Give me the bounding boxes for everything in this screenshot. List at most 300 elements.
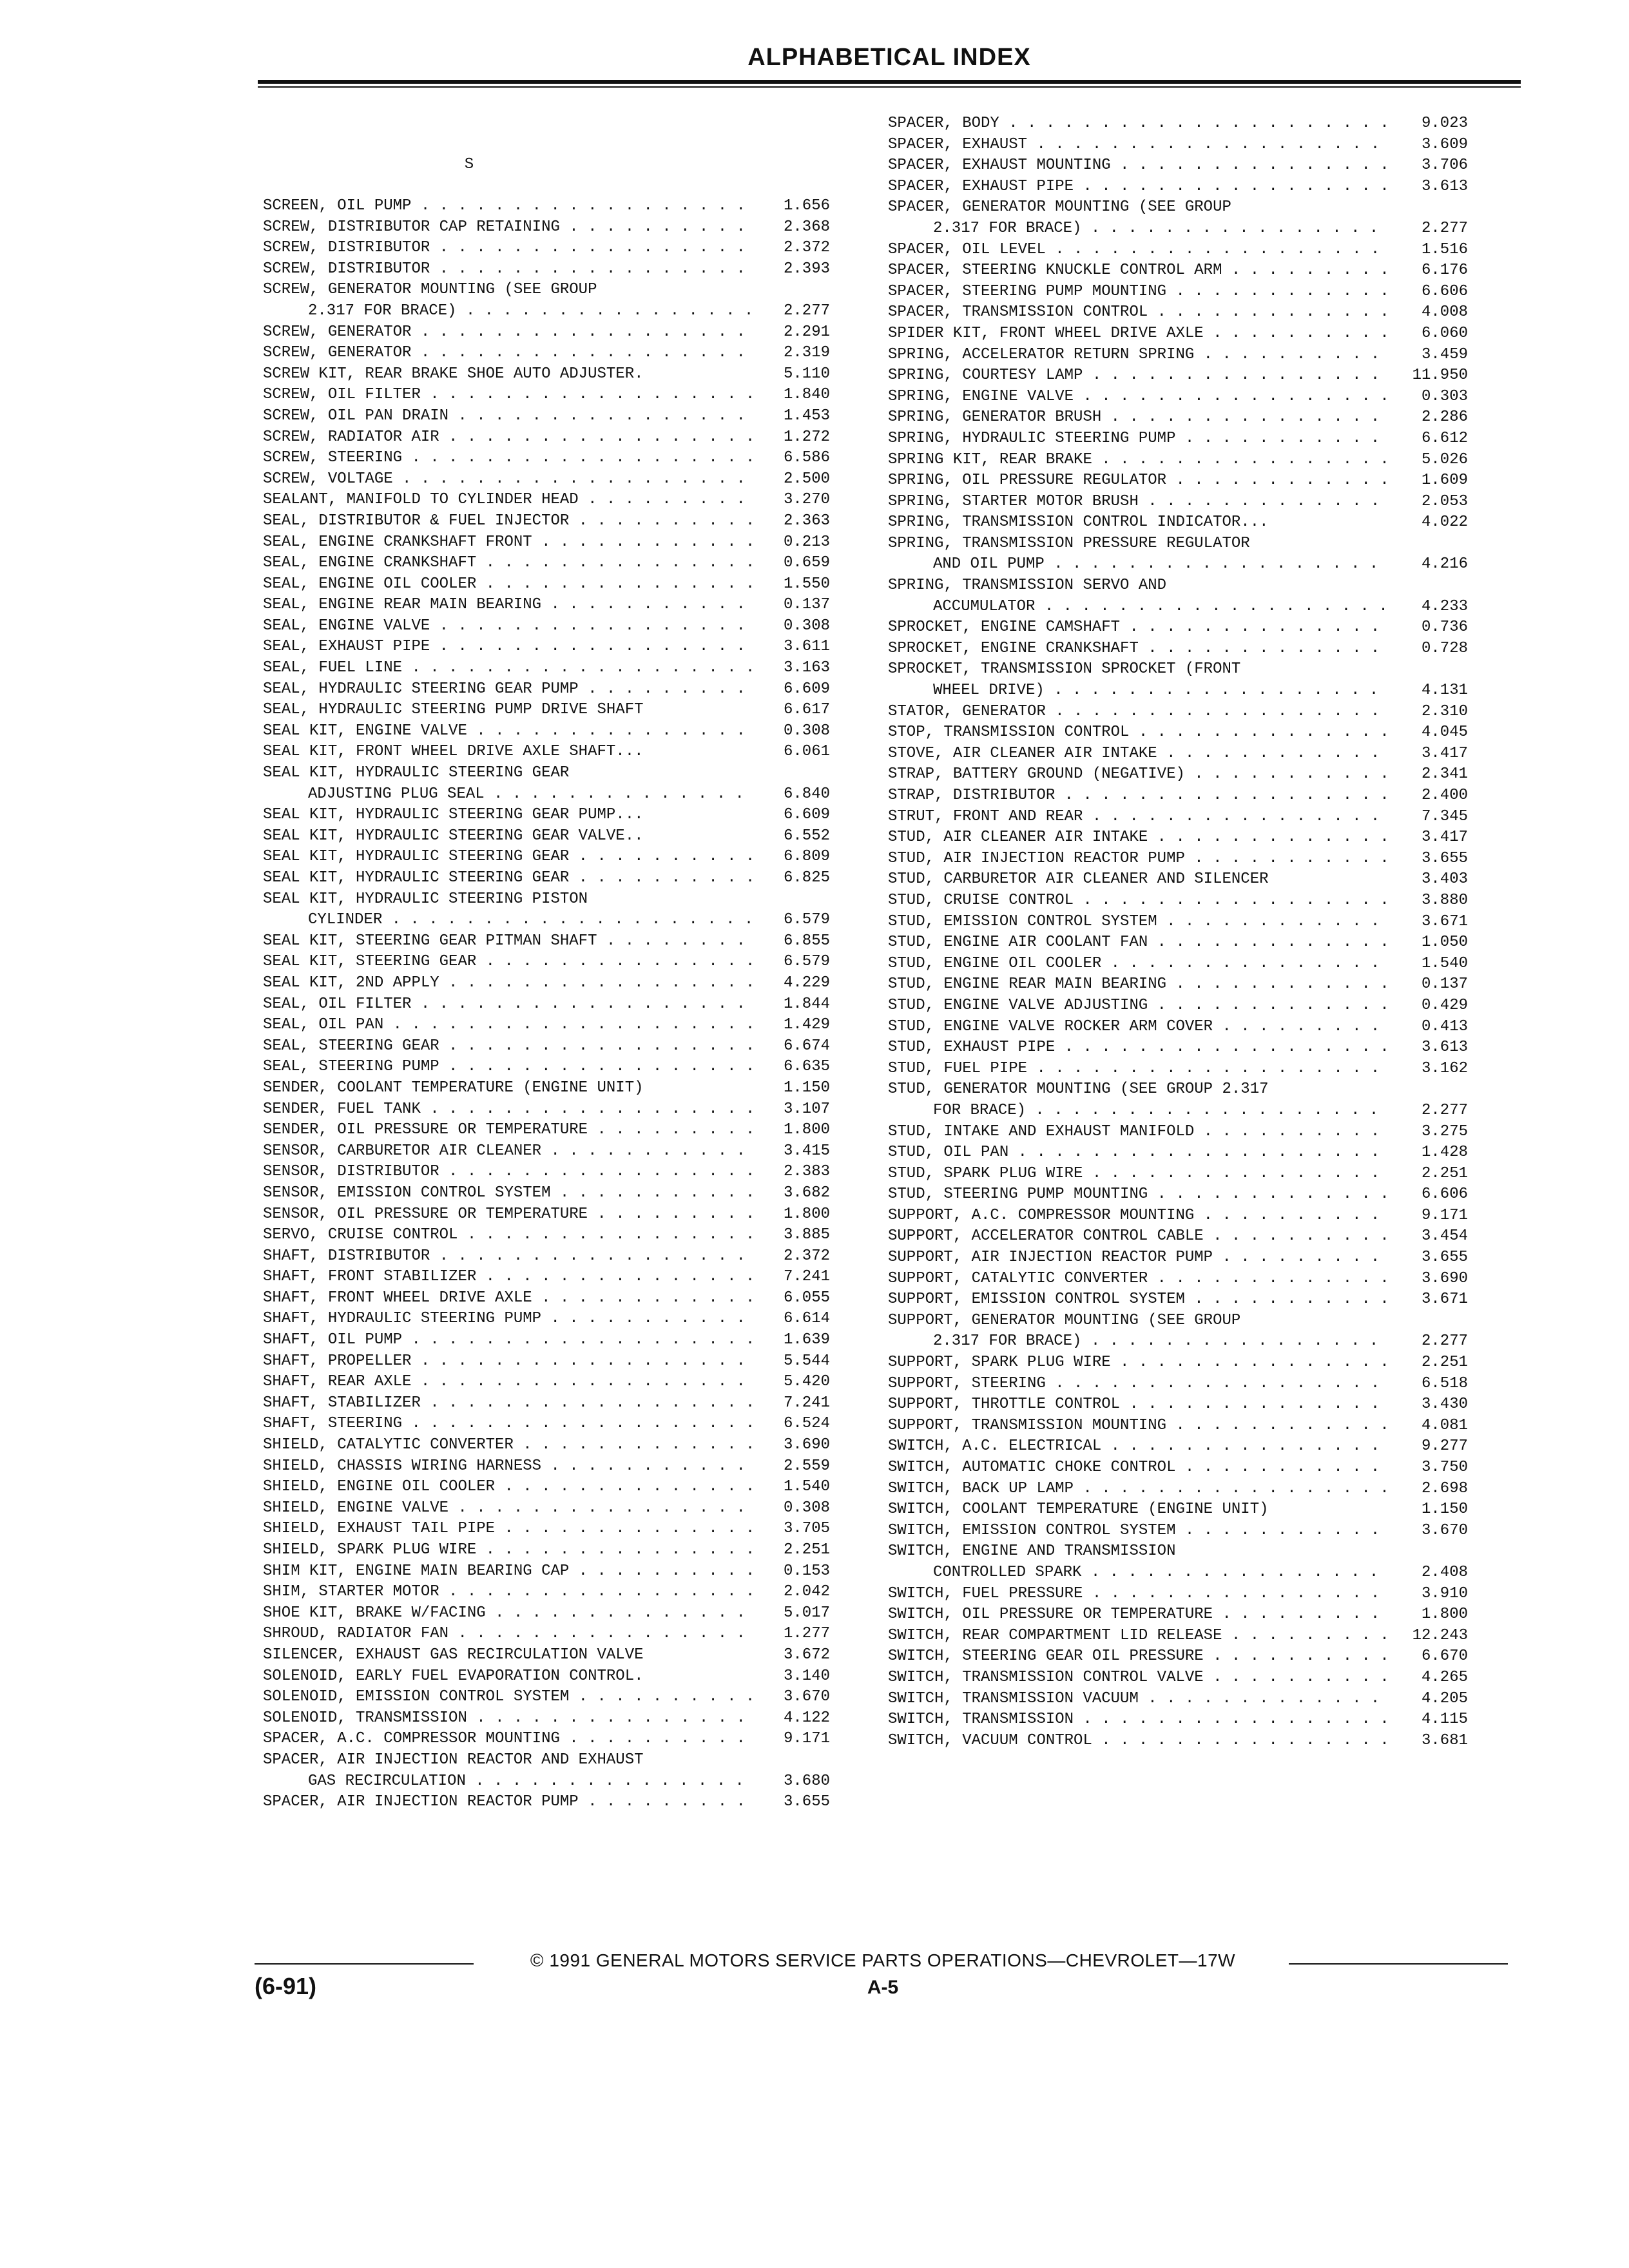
- index-entry-name: SHIELD, ENGINE OIL COOLER . . .: [263, 1477, 753, 1498]
- index-entry-ref: 3.107: [783, 1100, 830, 1118]
- index-entry-name: SHAFT, OIL PUMP . . .: [263, 1330, 753, 1351]
- index-entry: [263, 1435, 830, 1456]
- index-entry-name: SPACER, BODY . . .: [888, 113, 1391, 135]
- index-entry: [263, 1540, 830, 1561]
- index-entry-name: STOP, TRANSMISSION CONTROL . . .: [888, 722, 1391, 744]
- index-entry-name: 2.317 FOR BRACE) . . .: [263, 301, 753, 322]
- index-entry-ref: 7.345: [1421, 807, 1468, 825]
- index-entry-ref: 4.265: [1421, 1668, 1468, 1686]
- index-entry: [888, 1667, 1468, 1689]
- index-entry-name: WHEEL DRIVE) . . .: [888, 680, 1391, 702]
- index-entry-ref: 2.277: [1421, 1101, 1468, 1119]
- index-entry-ref: 3.613: [1421, 1039, 1468, 1057]
- index-entry: [888, 197, 1468, 218]
- index-entry: [263, 721, 830, 742]
- index-entry: [263, 1792, 830, 1813]
- index-entry-ref: 3.454: [1421, 1227, 1468, 1245]
- index-entry-ref: 1.609: [1421, 472, 1468, 490]
- index-entry: [888, 932, 1468, 954]
- index-entry-ref: 1.540: [783, 1478, 830, 1496]
- index-entry-name: SEAL, OIL FILTER . . .: [263, 994, 753, 1015]
- index-entry: [263, 1456, 830, 1477]
- index-entry: [263, 763, 830, 784]
- index-entry-ref: 4.216: [1421, 555, 1468, 573]
- index-entry-ref: 6.609: [783, 806, 830, 824]
- index-entry: [263, 889, 830, 910]
- index-entry-name: SEAL KIT, FRONT WHEEL DRIVE AXLE SHAFT...: [263, 743, 644, 761]
- index-entry-ref: 6.674: [783, 1037, 830, 1055]
- index-entry-ref: 1.453: [783, 407, 830, 425]
- index-entry-name: SHAFT, STEERING . . .: [263, 1414, 753, 1435]
- index-entry: [888, 575, 1468, 597]
- index-entry-ref: 1.272: [783, 428, 830, 446]
- index-entry-ref: 5.544: [783, 1352, 830, 1370]
- index-entry-name: SCREW, OIL FILTER . . .: [263, 385, 753, 406]
- page-title: ALPHABETICAL INDEX: [747, 44, 1031, 71]
- index-entry-ref: 2.286: [1421, 408, 1468, 427]
- index-entry: [263, 1687, 830, 1708]
- index-entry: [263, 1015, 830, 1036]
- index-entry-ref: 0.728: [1421, 639, 1468, 657]
- index-entry-name: SOLENOID, TRANSMISSION . . .: [263, 1708, 753, 1729]
- index-entry: [888, 869, 1468, 890]
- index-entry: [263, 700, 830, 721]
- index-entry: [263, 511, 830, 532]
- index-entry: [263, 196, 830, 217]
- index-entry-ref: 1.639: [783, 1331, 830, 1349]
- index-entry: [263, 1351, 830, 1372]
- index-entry: [888, 533, 1468, 555]
- index-entry-ref: 3.459: [1421, 345, 1468, 363]
- index-entry-ref: 3.680: [783, 1772, 830, 1790]
- index-entry-ref: 6.586: [783, 449, 830, 467]
- index-entry: [263, 385, 830, 406]
- index-entry-name: STUD, INTAKE AND EXHAUST MANIFOLD . . .: [888, 1122, 1391, 1143]
- index-entry-ref: 3.415: [783, 1142, 830, 1160]
- index-entry-name: SHAFT, FRONT STABILIZER . . .: [263, 1267, 753, 1288]
- index-entry-ref: 1.800: [1421, 1606, 1468, 1624]
- index-entry-name: ADJUSTING PLUG SEAL . . .: [263, 784, 753, 805]
- index-entry-ref: 4.115: [1421, 1711, 1468, 1729]
- index-entry: [263, 1708, 830, 1729]
- index-entry-name: SHAFT, STABILIZER . . .: [263, 1393, 753, 1414]
- index-entry-ref: 6.635: [783, 1058, 830, 1076]
- index-entry: [888, 1037, 1468, 1059]
- index-entry-name: SCREW, DISTRIBUTOR . . .: [263, 259, 753, 280]
- index-entry-name: SEAL, STEERING PUMP . . .: [263, 1057, 753, 1078]
- index-entry: [888, 1226, 1468, 1247]
- index-entry: [888, 260, 1468, 282]
- index-entry-name: SUPPORT, A.C. COMPRESSOR MOUNTING . . .: [888, 1206, 1391, 1227]
- index-entry: [263, 238, 830, 259]
- index-entry-name: SEAL, EXHAUST PIPE . . .: [263, 637, 753, 658]
- index-entry-ref: 0.213: [783, 533, 830, 551]
- index-entry-name: STUD, ENGINE AIR COOLANT FAN . . .: [888, 932, 1391, 954]
- index-entry-ref: 3.430: [1421, 1396, 1468, 1414]
- index-entry: [888, 323, 1468, 345]
- index-entry-ref: 0.736: [1421, 619, 1468, 637]
- index-entry: [888, 1142, 1468, 1164]
- index-entry-name: SWITCH, REAR COMPARTMENT LID RELEASE . . .: [888, 1626, 1391, 1647]
- index-entry-name: SWITCH, FUEL PRESSURE . . .: [888, 1584, 1391, 1605]
- index-entry-name: SEAL, ENGINE CRANKSHAFT FRONT . . .: [263, 532, 753, 553]
- index-entry-name: SHAFT, HYDRAULIC STEERING PUMP . . .: [263, 1309, 753, 1330]
- index-entry-ref: 11.950: [1412, 367, 1468, 385]
- index-entry-ref: 6.176: [1421, 262, 1468, 280]
- index-entry: [263, 532, 830, 553]
- index-entry: [888, 1689, 1468, 1710]
- index-entry-name: STOVE, AIR CLEANER AIR INTAKE . . .: [888, 744, 1391, 765]
- index-entry: [888, 428, 1468, 450]
- index-entry: [263, 1603, 830, 1624]
- index-entry: [263, 658, 830, 679]
- index-entry-name: STRAP, BATTERY GROUND (NEGATIVE) . . .: [888, 764, 1391, 785]
- index-entry-name: SCREW, GENERATOR MOUNTING (SEE GROUP: [263, 281, 597, 299]
- index-entry: [888, 1604, 1468, 1626]
- index-entry: [263, 784, 830, 805]
- index-entry-name: SUPPORT, TRANSMISSION MOUNTING . . .: [888, 1416, 1391, 1437]
- index-entry: [263, 574, 830, 595]
- index-entry-ref: 3.611: [783, 638, 830, 656]
- index-entry: [263, 1204, 830, 1225]
- index-entry-name: SPACER, GENERATOR MOUNTING (SEE GROUP: [888, 198, 1231, 216]
- index-entry-name: SHAFT, DISTRIBUTOR . . .: [263, 1246, 753, 1267]
- footer-page-number: A-5: [867, 1977, 899, 1998]
- index-entry-ref: 1.844: [783, 995, 830, 1013]
- index-entry-ref: 3.880: [1421, 891, 1468, 909]
- index-entry-name: SWITCH, OIL PRESSURE OR TEMPERATURE . . .: [888, 1604, 1391, 1626]
- index-entry: [263, 1225, 830, 1246]
- index-entry: [263, 1099, 830, 1120]
- index-entry: [263, 280, 830, 301]
- footer-copyright: © 1991 GENERAL MOTORS SERVICE PARTS OPERATIONS—CHEVROLET—17W: [530, 1950, 1236, 1970]
- index-entry-name: SPRING, TRANSMISSION CONTROL INDICATOR...: [888, 514, 1269, 532]
- index-entry-ref: 1.150: [1421, 1501, 1468, 1519]
- index-entry-name: SEAL, ENGINE REAR MAIN BEARING . . .: [263, 595, 753, 616]
- index-entry-ref: 2.372: [783, 239, 830, 257]
- index-entry-name: SHROUD, RADIATOR FAN . . .: [263, 1624, 753, 1645]
- index-entry-name: SUPPORT, STEERING . . .: [888, 1374, 1391, 1395]
- index-entry-ref: 2.277: [783, 302, 830, 320]
- index-entry-ref: [1391, 197, 1468, 218]
- index-entry-name: CONTROLLED SPARK . . .: [888, 1562, 1391, 1584]
- index-entry: [888, 1521, 1468, 1542]
- index-entry: [263, 364, 830, 385]
- index-entry: [263, 595, 830, 616]
- index-entry-ref: [1391, 1541, 1468, 1562]
- index-entry: [263, 1519, 830, 1540]
- index-entry-name: SPRING, COURTESY LAMP . . .: [888, 365, 1391, 387]
- index-entry-ref: 3.681: [1421, 1731, 1468, 1749]
- index-entry: [263, 1666, 830, 1687]
- index-entry-name: STUD, ENGINE VALVE ADJUSTING . . .: [888, 995, 1391, 1017]
- index-entry-name: SUPPORT, SPARK PLUG WIRE . . .: [888, 1352, 1391, 1374]
- index-entry-name: SWITCH, ENGINE AND TRANSMISSION: [888, 1542, 1176, 1561]
- index-entry: [888, 1499, 1468, 1521]
- index-entry: [888, 1311, 1468, 1332]
- index-entry-ref: 9.171: [1421, 1206, 1468, 1224]
- index-entry-ref: 0.429: [1421, 996, 1468, 1014]
- index-entry: [888, 155, 1468, 177]
- title-rule: [258, 80, 1521, 84]
- index-entry-name: SUPPORT, THROTTLE CONTROL . . .: [888, 1394, 1391, 1416]
- index-entry: [888, 617, 1468, 639]
- index-entry-ref: 3.671: [1421, 912, 1468, 930]
- index-entry-ref: [753, 1750, 830, 1771]
- index-entry: [263, 616, 830, 637]
- index-entry: [888, 1352, 1468, 1374]
- index-entry: [263, 406, 830, 427]
- index-entry-name: SEAL KIT, HYDRAULIC STEERING PISTON: [263, 890, 588, 908]
- index-entry-name: SPACER, EXHAUST PIPE . . .: [888, 177, 1391, 198]
- footer-rule-right: [1289, 1963, 1508, 1965]
- index-entry-name: SEAL KIT, HYDRAULIC STEERING GEAR VALVE..: [263, 827, 644, 845]
- index-entry: [888, 1269, 1468, 1290]
- index-entry-ref: [1391, 1311, 1468, 1332]
- index-entry-name: SEAL KIT, 2ND APPLY . . .: [263, 973, 753, 994]
- index-entry-name: STUD, CRUISE CONTROL . . .: [888, 890, 1391, 912]
- index-entry: [888, 597, 1468, 618]
- index-entry: [888, 1247, 1468, 1269]
- index-entry-name: SILENCER, EXHAUST GAS RECIRCULATION VALVE: [263, 1646, 644, 1664]
- index-entry-name: SPRING, GENERATOR BRUSH . . .: [888, 407, 1391, 428]
- index-entry: [263, 427, 830, 448]
- index-entry-ref: 2.500: [783, 470, 830, 488]
- index-entry-ref: 2.251: [783, 1541, 830, 1559]
- index-entry-ref: 6.060: [1421, 324, 1468, 342]
- index-entry-ref: 7.241: [783, 1394, 830, 1412]
- index-entry-ref: 3.403: [1421, 870, 1468, 889]
- index-entry-name: SWITCH, TRANSMISSION CONTROL VALVE . . .: [888, 1667, 1391, 1689]
- index-entry: [888, 785, 1468, 807]
- index-entry: [263, 1141, 830, 1162]
- index-entry-ref: 6.614: [783, 1310, 830, 1328]
- index-entry-ref: 3.910: [1421, 1584, 1468, 1602]
- index-entry: [888, 1479, 1468, 1500]
- index-entry-name: SCREEN, OIL PUMP . . .: [263, 196, 753, 217]
- index-entry: [888, 954, 1468, 975]
- index-entry: [888, 639, 1468, 660]
- index-entry-name: SWITCH, TRANSMISSION VACUUM . . .: [888, 1689, 1391, 1710]
- index-entry: [888, 387, 1468, 408]
- index-entry-name: STUD, EXHAUST PIPE . . .: [888, 1037, 1391, 1059]
- index-entry-name: SCREW, VOLTAGE . . .: [263, 469, 753, 490]
- index-entry: [263, 868, 830, 889]
- index-entry-ref: 3.690: [783, 1436, 830, 1454]
- index-entry-name: SUPPORT, AIR INJECTION REACTOR PUMP . . .: [888, 1247, 1391, 1269]
- index-entry-ref: 3.706: [1421, 157, 1468, 175]
- index-entry-ref: 6.524: [783, 1415, 830, 1433]
- index-entry-name: SEAL, FUEL LINE . . .: [263, 658, 753, 679]
- index-entry: [263, 994, 830, 1015]
- index-entry-ref: [1391, 533, 1468, 555]
- index-entry-name: SEAL, HYDRAULIC STEERING PUMP DRIVE SHAFT: [263, 701, 644, 719]
- index-entry: [888, 1541, 1468, 1562]
- index-entry-ref: 6.579: [783, 911, 830, 929]
- index-entry-name: SEAL, HYDRAULIC STEERING GEAR PUMP . . .: [263, 679, 753, 700]
- index-entry-name: SEAL, DISTRIBUTOR & FUEL INJECTOR . . .: [263, 511, 753, 532]
- index-entry-ref: 2.400: [1421, 787, 1468, 804]
- index-entry: [263, 1582, 830, 1603]
- index-entry-ref: 2.310: [1421, 702, 1468, 720]
- index-entry-name: SWITCH, VACUUM CONTROL . . .: [888, 1731, 1391, 1752]
- index-entry-ref: 1.150: [783, 1079, 830, 1097]
- index-entry-name: SUPPORT, EMISSION CONTROL SYSTEM . . .: [888, 1289, 1391, 1311]
- index-entry-ref: 2.383: [783, 1163, 830, 1181]
- index-column-left: [263, 155, 830, 1813]
- index-entry: [263, 490, 830, 511]
- title-rule-thin: [258, 86, 1521, 88]
- index-entry-ref: 6.055: [783, 1289, 830, 1307]
- index-entry-name: SOLENOID, EARLY FUEL EVAPORATION CONTROL.: [263, 1667, 644, 1685]
- index-entry: [263, 301, 830, 322]
- index-entry-ref: 3.672: [783, 1646, 830, 1664]
- index-entry: [263, 1183, 830, 1204]
- index-entry: [263, 1288, 830, 1309]
- index-entry: [263, 1750, 830, 1771]
- index-entry-name: SPACER, STEERING PUMP MOUNTING . . .: [888, 282, 1391, 303]
- index-entry: [888, 1206, 1468, 1227]
- index-entry-name: SERVO, CRUISE CONTROL . . .: [263, 1225, 753, 1246]
- index-entry-ref: 1.050: [1421, 934, 1468, 952]
- index-entry-ref: 1.429: [783, 1016, 830, 1034]
- index-entry-ref: 1.800: [783, 1121, 830, 1139]
- index-entry-ref: 3.671: [1421, 1291, 1468, 1309]
- index-entry: [263, 1162, 830, 1183]
- index-entry-ref: 3.417: [1421, 829, 1468, 847]
- index-entry: [888, 1562, 1468, 1584]
- index-entry-ref: 0.308: [783, 617, 830, 635]
- index-entry-name: SHIELD, CATALYTIC CONVERTER . . .: [263, 1435, 753, 1456]
- index-entry-ref: 0.137: [1421, 975, 1468, 994]
- index-entry-ref: 6.612: [1421, 429, 1468, 447]
- index-entry-ref: 6.670: [1421, 1648, 1468, 1666]
- footer-date-code: (6-91): [255, 1973, 317, 1999]
- index-entry: [888, 807, 1468, 828]
- index-entry-ref: 0.308: [783, 722, 830, 740]
- index-entry-ref: 4.131: [1421, 682, 1468, 700]
- index-entry: [888, 1059, 1468, 1080]
- index-entry-ref: 2.393: [783, 260, 830, 278]
- index-entry-ref: 1.277: [783, 1625, 830, 1643]
- index-entry-name: SUPPORT, CATALYTIC CONVERTER . . .: [888, 1269, 1391, 1290]
- index-entry-name: SEAL KIT, HYDRAULIC STEERING GEAR . . .: [263, 847, 753, 868]
- index-entry: [263, 742, 830, 763]
- index-entry-name: SCREW, STEERING . . .: [263, 448, 753, 469]
- index-entry-name: SUPPORT, GENERATOR MOUNTING (SEE GROUP: [888, 1311, 1241, 1329]
- index-entry: [888, 1289, 1468, 1311]
- index-entry: [263, 217, 830, 238]
- index-entry-ref: 2.408: [1421, 1563, 1468, 1581]
- index-entry-name: STUD, ENGINE OIL COOLER . . .: [888, 954, 1391, 975]
- index-entry: [263, 1246, 830, 1267]
- index-entry-name: SEAL, OIL PAN . . .: [263, 1015, 753, 1036]
- index-entry-ref: 2.277: [1421, 1332, 1468, 1350]
- index-entry-name: STUD, GENERATOR MOUNTING (SEE GROUP 2.317: [888, 1081, 1269, 1099]
- index-entry: [888, 995, 1468, 1017]
- index-entry-name: SPRING, ACCELERATOR RETURN SPRING . . .: [888, 345, 1391, 366]
- index-entry-name: SHAFT, REAR AXLE . . .: [263, 1372, 753, 1393]
- index-entry-ref: 5.017: [783, 1604, 830, 1622]
- index-entry-name: STRAP, DISTRIBUTOR . . .: [888, 785, 1391, 807]
- index-entry-name: AND OIL PUMP . . .: [888, 554, 1391, 575]
- index-entry: [888, 764, 1468, 785]
- index-entry-ref: 6.518: [1421, 1374, 1468, 1392]
- index-entry-ref: 7.241: [783, 1268, 830, 1286]
- index-entry: [888, 282, 1468, 303]
- index-entry: [888, 1100, 1468, 1122]
- index-entry: [888, 302, 1468, 323]
- index-entry-name: SWITCH, EMISSION CONTROL SYSTEM . . .: [888, 1521, 1391, 1542]
- index-entry-name: STUD, AIR CLEANER AIR INTAKE . . .: [888, 827, 1391, 849]
- index-entry-ref: [1391, 1079, 1468, 1100]
- index-entry-name: SEAL KIT, HYDRAULIC STEERING GEAR . . .: [263, 868, 753, 889]
- index-entry-ref: 4.081: [1421, 1416, 1468, 1434]
- index-entry: [888, 240, 1468, 261]
- index-entry: [263, 1645, 830, 1666]
- index-entry-name: SHIELD, ENGINE VALVE . . .: [263, 1498, 753, 1519]
- index-entry-ref: 1.800: [783, 1205, 830, 1223]
- index-entry-name: SHIM, STARTER MOTOR . . .: [263, 1582, 753, 1603]
- index-entry-ref: 3.750: [1421, 1459, 1468, 1476]
- index-entry: [888, 890, 1468, 912]
- index-entry: [263, 952, 830, 973]
- index-entry-name: SPRING, HYDRAULIC STEERING PUMP . . .: [888, 428, 1391, 450]
- index-entry-ref: 0.153: [783, 1562, 830, 1580]
- index-entry-name: SOLENOID, EMISSION CONTROL SYSTEM . . .: [263, 1687, 753, 1708]
- index-entry: [263, 826, 830, 847]
- index-entry-name: SPACER, TRANSMISSION CONTROL . . .: [888, 302, 1391, 323]
- index-entry-ref: 9.171: [783, 1730, 830, 1748]
- index-entry-ref: 4.229: [783, 974, 830, 992]
- index-entry-ref: 3.670: [783, 1688, 830, 1706]
- index-entry-ref: 3.163: [783, 659, 830, 677]
- index-entry: [888, 1436, 1468, 1457]
- index-entry: [888, 744, 1468, 765]
- index-entry-ref: 2.341: [1421, 765, 1468, 783]
- index-entry-ref: 5.420: [783, 1373, 830, 1391]
- index-entry: [263, 910, 830, 931]
- index-entry-name: SWITCH, A.C. ELECTRICAL . . .: [888, 1436, 1391, 1457]
- index-entry-ref: 1.540: [1421, 954, 1468, 972]
- index-entry-ref: 1.840: [783, 386, 830, 404]
- index-entry-name: SCREW, GENERATOR . . .: [263, 343, 753, 364]
- index-entry: [888, 1709, 1468, 1731]
- index-entry-name: SPRING, STARTER MOTOR BRUSH . . .: [888, 492, 1391, 513]
- index-entry-ref: 2.251: [1421, 1164, 1468, 1182]
- index-entry-ref: 6.809: [783, 848, 830, 866]
- index-entry-ref: 3.885: [783, 1226, 830, 1244]
- index-entry-ref: 3.690: [1421, 1269, 1468, 1287]
- index-entry-name: SPRING, ENGINE VALVE . . .: [888, 387, 1391, 408]
- index-entry-ref: 2.372: [783, 1247, 830, 1265]
- index-entry-ref: 4.008: [1421, 303, 1468, 322]
- index-entry-name: SCREW, OIL PAN DRAIN . . .: [263, 406, 753, 427]
- index-entry: [888, 177, 1468, 198]
- index-entry-name: STUD, SPARK PLUG WIRE . . .: [888, 1164, 1391, 1185]
- index-entry-ref: 6.609: [783, 680, 830, 698]
- index-entry: [263, 322, 830, 343]
- index-entry-ref: 6.840: [783, 785, 830, 803]
- index-entry-ref: [1391, 575, 1468, 597]
- index-entry-name: STATOR, GENERATOR . . .: [888, 702, 1391, 723]
- index-entry: [263, 1414, 830, 1435]
- index-entry-ref: 9.023: [1421, 115, 1468, 132]
- index-entry-ref: 6.617: [783, 701, 830, 719]
- index-entry-ref: 3.275: [1421, 1122, 1468, 1140]
- index-entry-name: SENSOR, DISTRIBUTOR . . .: [263, 1162, 753, 1183]
- index-entry-ref: 6.579: [783, 953, 830, 971]
